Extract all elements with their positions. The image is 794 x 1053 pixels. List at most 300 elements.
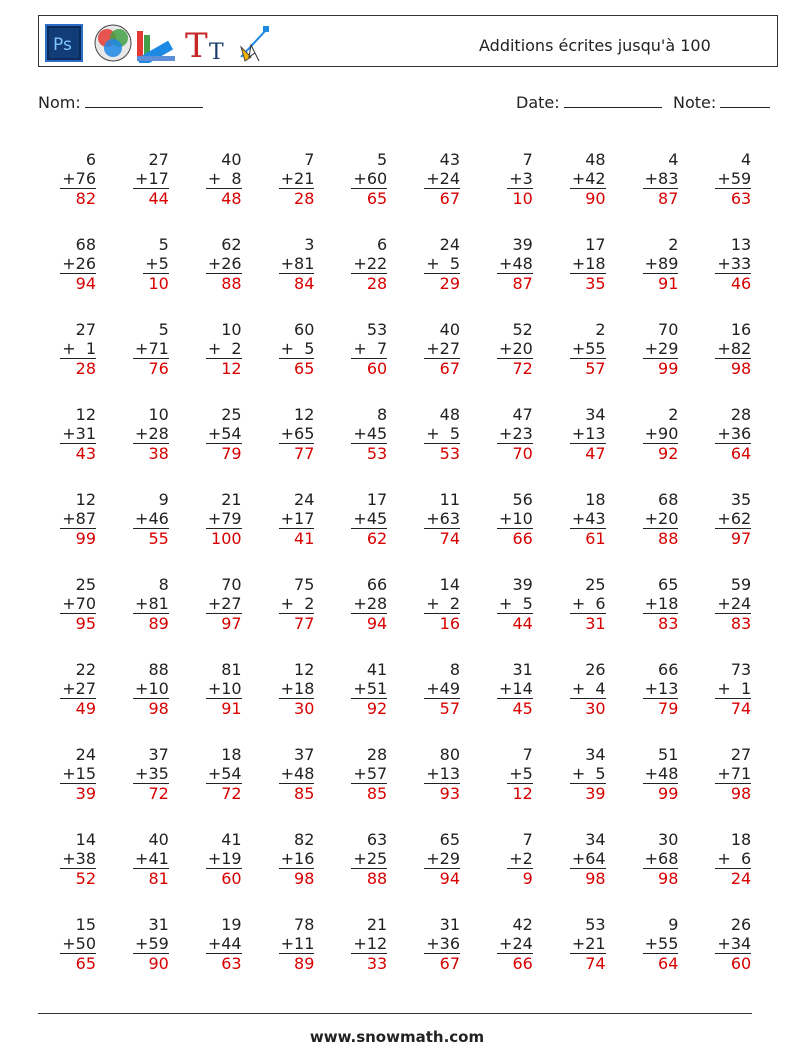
addition-problem xyxy=(182,575,242,655)
problem-row xyxy=(36,405,766,485)
addition-problem xyxy=(254,150,314,230)
first-addend: 51 xyxy=(658,745,679,764)
first-addend: 18 xyxy=(221,745,242,764)
answer: 61 xyxy=(585,529,606,548)
second-addend: +90 xyxy=(644,424,679,443)
answer: 97 xyxy=(730,529,752,548)
first-addend: 14 xyxy=(439,575,460,594)
addition-problem xyxy=(691,490,751,570)
name-blank[interactable] xyxy=(85,93,203,108)
answer: 31 xyxy=(585,614,606,633)
answer: 98 xyxy=(294,869,315,888)
first-addend: 65 xyxy=(439,830,460,849)
answer: 53 xyxy=(439,444,460,463)
addition-problem xyxy=(546,830,606,910)
addition-problem xyxy=(473,320,533,400)
second-addend: +54 xyxy=(207,424,242,443)
addition-problem xyxy=(691,320,751,400)
second-addend: +41 xyxy=(135,849,169,868)
second-addend: +64 xyxy=(571,849,606,868)
addition-problem xyxy=(327,745,387,825)
second-addend: +25 xyxy=(353,849,388,868)
first-addend: 17 xyxy=(366,490,388,509)
addition-problem xyxy=(691,235,751,315)
second-addend: +18 xyxy=(644,594,679,613)
answer: 82 xyxy=(75,189,96,208)
answer: 79 xyxy=(221,444,242,463)
answer: 88 xyxy=(658,529,679,548)
addition-problem xyxy=(327,320,387,400)
second-addend: +65 xyxy=(280,424,315,443)
svg-text:T: T xyxy=(209,40,224,63)
answer: 81 xyxy=(148,869,169,888)
second-addend: +31 xyxy=(62,424,96,443)
note-label: Note: xyxy=(673,93,717,112)
addition-problem xyxy=(254,830,314,910)
second-addend: +54 xyxy=(207,764,242,783)
second-addend: +60 xyxy=(353,169,388,188)
second-addend: +5 xyxy=(509,764,533,783)
answer: 94 xyxy=(439,869,460,888)
addition-problem xyxy=(618,575,678,655)
addition-problem xyxy=(400,575,460,655)
addition-problem xyxy=(546,575,606,655)
second-addend: +10 xyxy=(135,679,169,698)
second-addend: +15 xyxy=(62,764,96,783)
second-addend: +22 xyxy=(353,254,388,273)
answer: 90 xyxy=(148,954,169,973)
answer: 28 xyxy=(75,359,96,378)
answer: 76 xyxy=(148,359,169,378)
first-addend: 24 xyxy=(294,490,315,509)
answer: 67 xyxy=(439,189,460,208)
first-addend: 10 xyxy=(148,405,169,424)
answer: 30 xyxy=(585,699,606,718)
first-addend: 12 xyxy=(294,405,315,424)
answer: 52 xyxy=(75,869,96,888)
answer: 39 xyxy=(75,784,96,803)
second-addend: +13 xyxy=(571,424,606,443)
addition-problem xyxy=(254,745,314,825)
answer: 85 xyxy=(366,784,388,803)
answer: 94 xyxy=(366,614,388,633)
answer: 87 xyxy=(512,274,533,293)
second-addend: +10 xyxy=(499,509,533,528)
addition-problem xyxy=(618,915,678,995)
first-addend: 7 xyxy=(304,150,315,169)
second-addend: +24 xyxy=(499,934,533,953)
second-addend: +55 xyxy=(644,934,679,953)
addition-problem xyxy=(182,235,242,315)
addition-problem xyxy=(473,235,533,315)
answer: 92 xyxy=(658,444,679,463)
answer: 35 xyxy=(585,274,606,293)
text-tool-icon xyxy=(185,26,224,63)
first-addend: 37 xyxy=(148,745,169,764)
first-addend: 5 xyxy=(158,235,169,254)
second-addend: + 6 xyxy=(717,849,752,868)
first-addend: 60 xyxy=(294,320,315,339)
first-addend: 73 xyxy=(730,660,752,679)
second-addend: + 2 xyxy=(426,594,460,613)
addition-problem xyxy=(109,235,169,315)
first-addend: 78 xyxy=(294,915,315,934)
answer: 57 xyxy=(585,359,606,378)
second-addend: +12 xyxy=(353,934,388,953)
first-addend: 31 xyxy=(148,915,169,934)
second-addend: +62 xyxy=(717,509,752,528)
second-addend: +87 xyxy=(62,509,96,528)
addition-problem xyxy=(36,830,96,910)
addition-problem xyxy=(691,830,751,910)
first-addend: 5 xyxy=(158,320,169,339)
problem-row xyxy=(36,915,766,995)
addition-problem xyxy=(618,830,678,910)
second-addend: +2 xyxy=(509,849,533,868)
addition-problem xyxy=(400,745,460,825)
addition-problem xyxy=(109,575,169,655)
addition-problem xyxy=(327,915,387,995)
first-addend: 31 xyxy=(512,660,533,679)
second-addend: + 2 xyxy=(280,594,315,613)
answer: 94 xyxy=(75,274,96,293)
second-addend: +20 xyxy=(499,339,533,358)
first-addend: 25 xyxy=(221,405,242,424)
second-addend: +89 xyxy=(644,254,679,273)
answer: 87 xyxy=(658,189,679,208)
first-addend: 21 xyxy=(366,915,388,934)
problem-row xyxy=(36,235,766,315)
addition-problem xyxy=(182,320,242,400)
addition-problem xyxy=(36,660,96,740)
second-addend: +48 xyxy=(644,764,679,783)
answer: 38 xyxy=(148,444,169,463)
first-addend: 27 xyxy=(148,150,169,169)
second-addend: +42 xyxy=(571,169,606,188)
first-addend: 48 xyxy=(585,150,606,169)
addition-problem xyxy=(546,235,606,315)
first-addend: 30 xyxy=(658,830,679,849)
first-addend: 37 xyxy=(294,745,315,764)
addition-problem xyxy=(254,405,314,485)
addition-problem xyxy=(400,235,460,315)
answer: 10 xyxy=(512,189,533,208)
answer: 44 xyxy=(148,189,169,208)
second-addend: +76 xyxy=(62,169,96,188)
first-addend: 22 xyxy=(75,660,96,679)
second-addend: +26 xyxy=(62,254,96,273)
second-addend: +13 xyxy=(426,764,460,783)
answer: 85 xyxy=(294,784,315,803)
second-addend: +45 xyxy=(353,509,388,528)
second-addend: + 1 xyxy=(717,679,752,698)
addition-problem xyxy=(109,320,169,400)
answer: 24 xyxy=(730,869,752,888)
addition-problem xyxy=(327,490,387,570)
answer: 66 xyxy=(512,954,533,973)
second-addend: +5 xyxy=(145,254,169,273)
first-addend: 16 xyxy=(730,320,752,339)
answer: 99 xyxy=(658,784,679,803)
first-addend: 9 xyxy=(158,490,169,509)
first-addend: 12 xyxy=(75,405,96,424)
addition-problem xyxy=(254,575,314,655)
addition-problem xyxy=(327,235,387,315)
answer: 44 xyxy=(512,614,533,633)
second-addend: +55 xyxy=(571,339,606,358)
first-addend: 34 xyxy=(585,830,606,849)
answer: 46 xyxy=(730,274,752,293)
addition-problem xyxy=(618,235,678,315)
addition-problem xyxy=(36,575,96,655)
second-addend: +28 xyxy=(353,594,388,613)
answer: 77 xyxy=(294,444,315,463)
answer: 99 xyxy=(75,529,96,548)
first-addend: 65 xyxy=(658,575,679,594)
first-addend: 10 xyxy=(221,320,242,339)
answer: 12 xyxy=(512,784,533,803)
addition-problem xyxy=(473,150,533,230)
second-addend: + 7 xyxy=(353,339,388,358)
second-addend: +68 xyxy=(644,849,679,868)
second-addend: +83 xyxy=(644,169,679,188)
answer: 89 xyxy=(148,614,169,633)
addition-problem xyxy=(546,320,606,400)
answer: 77 xyxy=(294,614,315,633)
second-addend: +79 xyxy=(207,509,242,528)
answer: 43 xyxy=(75,444,96,463)
second-addend: +82 xyxy=(717,339,752,358)
answer: 63 xyxy=(221,954,242,973)
first-addend: 8 xyxy=(158,575,169,594)
first-addend: 18 xyxy=(730,830,752,849)
answer: 92 xyxy=(366,699,388,718)
second-addend: +43 xyxy=(571,509,606,528)
second-addend: +13 xyxy=(644,679,679,698)
second-addend: +33 xyxy=(717,254,752,273)
addition-problem xyxy=(36,915,96,995)
answer: 60 xyxy=(730,954,752,973)
note-blank[interactable] xyxy=(720,93,770,108)
second-addend: +59 xyxy=(135,934,169,953)
first-addend: 6 xyxy=(377,235,388,254)
first-addend: 40 xyxy=(439,320,460,339)
answer: 55 xyxy=(148,529,169,548)
answer: 62 xyxy=(366,529,388,548)
first-addend: 34 xyxy=(585,745,606,764)
second-addend: +81 xyxy=(135,594,169,613)
addition-problem xyxy=(400,490,460,570)
addition-problem xyxy=(546,660,606,740)
footer-site: www.snowmath.com xyxy=(309,1028,485,1046)
problem-row xyxy=(36,830,766,910)
first-addend: 28 xyxy=(730,405,752,424)
answer: 98 xyxy=(730,359,752,378)
addition-problem xyxy=(618,660,678,740)
second-addend: +29 xyxy=(644,339,679,358)
first-addend: 4 xyxy=(741,150,752,169)
answer: 57 xyxy=(439,699,460,718)
addition-problem xyxy=(473,915,533,995)
answer: 79 xyxy=(658,699,679,718)
second-addend: +45 xyxy=(353,424,388,443)
second-addend: + 6 xyxy=(571,594,606,613)
first-addend: 17 xyxy=(585,235,606,254)
addition-problem xyxy=(36,490,96,570)
second-addend: +11 xyxy=(280,934,315,953)
second-addend: +38 xyxy=(62,849,96,868)
first-addend: 31 xyxy=(439,915,460,934)
first-addend: 24 xyxy=(439,235,460,254)
addition-problem xyxy=(400,830,460,910)
problem-row xyxy=(36,490,766,570)
first-addend: 24 xyxy=(75,745,96,764)
addition-problem xyxy=(691,745,751,825)
addition-problem xyxy=(182,405,242,485)
addition-problem xyxy=(473,660,533,740)
second-addend: +48 xyxy=(499,254,533,273)
second-addend: + 5 xyxy=(426,254,460,273)
addition-problem xyxy=(327,830,387,910)
addition-problem xyxy=(36,745,96,825)
addition-problem xyxy=(400,915,460,995)
second-addend: + 8 xyxy=(207,169,242,188)
second-addend: +51 xyxy=(353,679,388,698)
second-addend: +50 xyxy=(62,934,96,953)
first-addend: 18 xyxy=(585,490,606,509)
pencil-ruler-icon xyxy=(137,31,175,63)
answer: 33 xyxy=(366,954,388,973)
answer: 49 xyxy=(75,699,96,718)
first-addend: 2 xyxy=(595,320,606,339)
second-addend: +20 xyxy=(644,509,679,528)
addition-problem xyxy=(400,150,460,230)
first-addend: 7 xyxy=(522,745,533,764)
addition-problem xyxy=(327,150,387,230)
addition-problem xyxy=(400,660,460,740)
first-addend: 8 xyxy=(377,405,388,424)
second-addend: + 4 xyxy=(571,679,606,698)
first-addend: 12 xyxy=(294,660,315,679)
first-addend: 63 xyxy=(366,830,388,849)
answer: 91 xyxy=(221,699,242,718)
first-addend: 26 xyxy=(585,660,606,679)
answer: 53 xyxy=(366,444,388,463)
first-addend: 2 xyxy=(668,405,679,424)
first-addend: 13 xyxy=(730,235,752,254)
second-addend: +70 xyxy=(62,594,96,613)
first-addend: 21 xyxy=(221,490,242,509)
first-addend: 40 xyxy=(148,830,169,849)
addition-problem xyxy=(182,490,242,570)
addition-problem xyxy=(691,660,751,740)
problem-row xyxy=(36,745,766,825)
first-addend: 15 xyxy=(75,915,96,934)
answer: 88 xyxy=(221,274,242,293)
answer: 63 xyxy=(730,189,752,208)
answer: 72 xyxy=(221,784,242,803)
second-addend: +18 xyxy=(280,679,315,698)
second-addend: +36 xyxy=(717,424,752,443)
answer: 99 xyxy=(658,359,679,378)
page-title: Additions écrites jusqu'à 100 xyxy=(479,36,711,55)
second-addend: + 5 xyxy=(280,339,315,358)
footer-divider xyxy=(38,1013,752,1014)
first-addend: 9 xyxy=(668,915,679,934)
first-addend: 28 xyxy=(366,745,388,764)
date-blank[interactable] xyxy=(564,93,662,108)
first-addend: 39 xyxy=(512,235,533,254)
addition-problem xyxy=(109,915,169,995)
second-addend: +71 xyxy=(135,339,169,358)
first-addend: 66 xyxy=(366,575,388,594)
answer: 91 xyxy=(658,274,679,293)
first-addend: 2 xyxy=(668,235,679,254)
first-addend: 7 xyxy=(522,830,533,849)
addition-problem xyxy=(182,150,242,230)
addition-problem xyxy=(546,405,606,485)
first-addend: 5 xyxy=(377,150,388,169)
answer: 88 xyxy=(366,869,388,888)
first-addend: 3 xyxy=(304,235,315,254)
second-addend: +14 xyxy=(499,679,533,698)
first-addend: 62 xyxy=(221,235,242,254)
second-addend: + 2 xyxy=(207,339,242,358)
answer: 74 xyxy=(730,699,752,718)
first-addend: 81 xyxy=(221,660,242,679)
date-label: Date: xyxy=(516,93,560,112)
answer: 30 xyxy=(294,699,315,718)
name-field xyxy=(38,93,203,112)
addition-problem xyxy=(546,745,606,825)
pen-tool-icon xyxy=(241,26,269,61)
first-addend: 35 xyxy=(730,490,752,509)
answer: 98 xyxy=(658,869,679,888)
problem-row xyxy=(36,660,766,740)
date-field xyxy=(516,93,662,112)
first-addend: 25 xyxy=(585,575,606,594)
addition-problem xyxy=(254,235,314,315)
answer: 29 xyxy=(439,274,460,293)
answer: 98 xyxy=(585,869,606,888)
answer: 12 xyxy=(221,359,242,378)
addition-problem xyxy=(473,830,533,910)
first-addend: 42 xyxy=(512,915,533,934)
first-addend: 80 xyxy=(439,745,460,764)
second-addend: +26 xyxy=(207,254,242,273)
addition-problem xyxy=(546,150,606,230)
addition-problem xyxy=(473,405,533,485)
addition-problem xyxy=(400,320,460,400)
first-addend: 75 xyxy=(294,575,315,594)
answer: 66 xyxy=(512,529,533,548)
first-addend: 41 xyxy=(221,830,242,849)
second-addend: + 5 xyxy=(426,424,460,443)
answer: 98 xyxy=(148,699,169,718)
second-addend: +16 xyxy=(280,849,315,868)
second-addend: +10 xyxy=(207,679,242,698)
answer: 93 xyxy=(439,784,460,803)
second-addend: +48 xyxy=(280,764,315,783)
answer: 72 xyxy=(512,359,533,378)
answer: 9 xyxy=(522,869,533,888)
second-addend: +36 xyxy=(426,934,460,953)
addition-problem xyxy=(36,150,96,230)
addition-problem xyxy=(109,405,169,485)
first-addend: 70 xyxy=(221,575,242,594)
photoshop-icon xyxy=(46,25,82,61)
header-box xyxy=(38,15,778,67)
